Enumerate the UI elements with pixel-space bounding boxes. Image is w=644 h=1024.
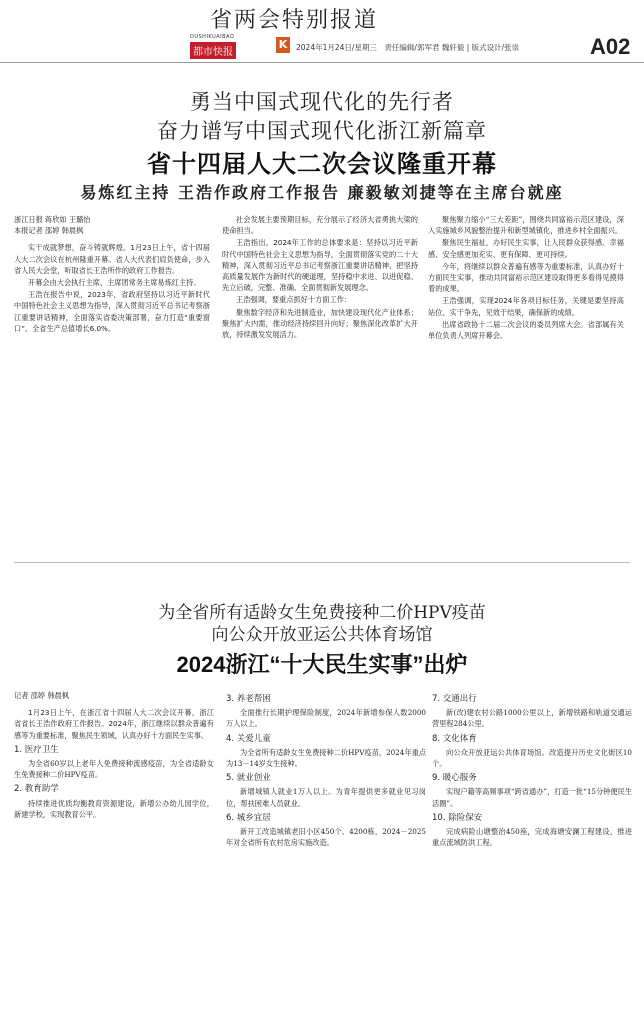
k-logo-icon: K xyxy=(276,37,290,53)
section-text: 新开工改造城镇老旧小区450个、4200栋，2024－2025年对全省所有农村危房实施改造。 xyxy=(226,827,426,848)
section-text: 为全省60岁以上老年人免费接种流感疫苗，为全省适龄女生免费接种二价HPV疫苗。 xyxy=(14,759,214,780)
lead-headline: 省十四届人大二次会议隆重开幕 xyxy=(147,150,497,178)
newspaper-logo xyxy=(190,34,264,58)
logo-chinese: 都市快报 xyxy=(190,42,236,59)
lead-article-body xyxy=(0,214,644,554)
section-text: 全面推行长期护理保险制度，2024年新增参保人数2000万人以上。 xyxy=(226,708,426,729)
lead-paragraph: 开幕会由大会执行主席、主席团常务主席易炼红主持。 xyxy=(28,278,201,288)
lead-paragraph: 王浩指出，2024年工作的总体要求是：坚持以习近平新时代中国特色社会主义思想为指导，全面贯彻落实党的二十大精神，深入贯彻习近平总书记考察浙江重要讲话精神，把坚持高质量发展作为新时代的硬道理，坚持稳中求进、以进促稳、先立后破，完整、准确、全面贯彻新发展理念。 xyxy=(222,238,418,293)
section-text: 新(改)建农村公路1000公里以上，新增铁路和轨道交通运营里程284公里。 xyxy=(432,708,632,729)
hpv-kicker-2: 向公众开放亚运公共体育场馆 xyxy=(211,625,433,645)
hpv-kicker-1: 为全省所有适龄女生免费接种二价HPV疫苗 xyxy=(158,603,486,623)
page-number: A02 xyxy=(590,34,631,59)
lead-byline: 浙江日报 蒋欣如 王璐怡 本报记者 邵婷 韩晨枫 xyxy=(14,215,91,236)
section-heading: 6. 城乡宜居 xyxy=(226,812,271,823)
section-text: 向公众开放亚运公共体育场馆。改造提升历史文化街区10个。 xyxy=(432,747,632,769)
lead-kicker-1: 勇当中国式现代化的先行者 xyxy=(190,90,454,114)
logo-english: DUSHIKUAIBAO xyxy=(190,34,235,40)
lead-subheadline: 易炼红主持 王浩作政府工作报告 廉毅敏刘捷等在主席台就座 xyxy=(80,183,564,202)
story-divider xyxy=(14,562,630,563)
lead-paragraph: 王浩在报告中说，2023年，省政府坚持以习近平新时代中国特色社会主义思想为指导，深入贯彻习近平总书记考察浙江重要讲话精神，全面落实省委决策部署，奋力打造“重要窗口”。全省生产总值增长6.0%。 xyxy=(14,290,210,333)
lead-kicker-2: 奋力谱写中国式现代化浙江新篇章 xyxy=(157,119,487,143)
section-heading: 4. 关爱儿童 xyxy=(226,733,271,744)
section-heading: 7. 交通出行 xyxy=(432,694,477,704)
lead-column-3 xyxy=(428,214,624,554)
hpv-intro: 1月23日上午，在浙江省十四届人大二次会议开幕，浙江省省长王浩作政府工作报告。2024年，浙江继续以群众普遍有感等为重要标准，聚焦民生领域，认真办好十方面民生实事。 xyxy=(14,708,214,740)
lead-column-1 xyxy=(14,214,210,554)
section-heading: 9. 暖心服务 xyxy=(432,773,477,784)
section-text: 新增城镇人就业1万人以上。为青年提供更多就业见习岗位，帮扶困难人员就业。 xyxy=(226,787,426,808)
section-heading: 2. 教育助学 xyxy=(14,784,59,795)
issue-info: 2024年1月24日/星期三 责任编辑/郭军君 魏轩毅 | 版式设计/张崇 xyxy=(296,43,520,52)
section-text: 完成病险山塘整治450座，完成海塘安澜工程建设，推进重点流域防洪工程。 xyxy=(432,827,632,848)
hpv-byline: 记者 邵婷 韩晨枫 xyxy=(14,691,69,700)
section-heading: 8. 文化体育 xyxy=(432,733,477,744)
hpv-column-1 xyxy=(14,690,214,1020)
masthead-divider xyxy=(0,62,644,63)
section-heading: 10. 除险保安 xyxy=(432,812,483,823)
lead-paragraph: 今年，将继续以群众普遍有感等为重要标准，认真办好十方面民生实事，推动共同富裕示范区建设取得更多看得见摸得着的成果。 xyxy=(428,261,624,294)
lead-paragraph: 社会发展主要预期目标，充分展示了经济大省勇挑大梁的使命担当。 xyxy=(222,215,418,236)
section-text: 为全省所有适龄女生免费接种二价HPV疫苗，2024年重点为13－14岁女生接种。 xyxy=(226,747,426,769)
section-heading: 1. 医疗卫生 xyxy=(14,744,59,755)
lead-paragraph: 聚焦民生福祉，办好民生实事，让人民群众获得感、幸福感、安全感更加充实、更有保障、更可持续。 xyxy=(428,238,624,259)
hpv-article-body xyxy=(0,690,644,1020)
lead-paragraph: 实干成就梦想，奋斗铸就辉煌。1月23日上午，省十四届人大二次会议在杭州隆重开幕。省人大代表们肩负使命，步入省人民大会堂，听取省长王浩所作的政府工作报告。 xyxy=(14,243,210,275)
section-heading: 3. 养老帮困 xyxy=(226,694,271,704)
section-text: 实现户籍等高频事项“跨省通办”，打造一批“15分钟便民生活圈”。 xyxy=(432,787,632,808)
section-heading: 5. 就业创业 xyxy=(226,773,271,784)
lead-paragraph: 王浩强调，要重点抓好十方面工作： xyxy=(236,295,352,305)
lead-paragraph: 聚焦数字经济和先进制造业，加快建设现代化产业体系；聚焦扩大内需，推动经济持续回升向好；聚焦深化改革扩大开放，持续激发发展活力。 xyxy=(222,307,418,340)
lead-paragraph: 王浩强调，实现2024年各项目标任务，关键是要坚持高站位、实干争先，见效于结果，确保新的成绩。 xyxy=(428,296,624,317)
hpv-column-3 xyxy=(432,690,632,1020)
section-title: 省两会特别报道 xyxy=(210,8,379,33)
lead-column-2 xyxy=(222,214,418,554)
hpv-headline: 2024浙江“十大民生实事”出炉 xyxy=(176,652,468,677)
section-text: 持续推进优质均衡教育资源建设，新增公办幼儿园学位，新建学校，实现教育公平。 xyxy=(14,798,214,819)
masthead xyxy=(0,0,644,62)
hpv-column-2 xyxy=(226,690,426,1020)
lead-paragraph: 出席省政协十二届二次会议的委员列席大会。省部属有关单位负责人列席开幕会。 xyxy=(428,319,624,341)
lead-paragraph: 聚焦聚力缩小“三大差距”，围绕共同富裕示范区建设，深入实施城乡风貌整治提升和新型城镇化，推进乡村全面振兴。 xyxy=(428,215,624,236)
